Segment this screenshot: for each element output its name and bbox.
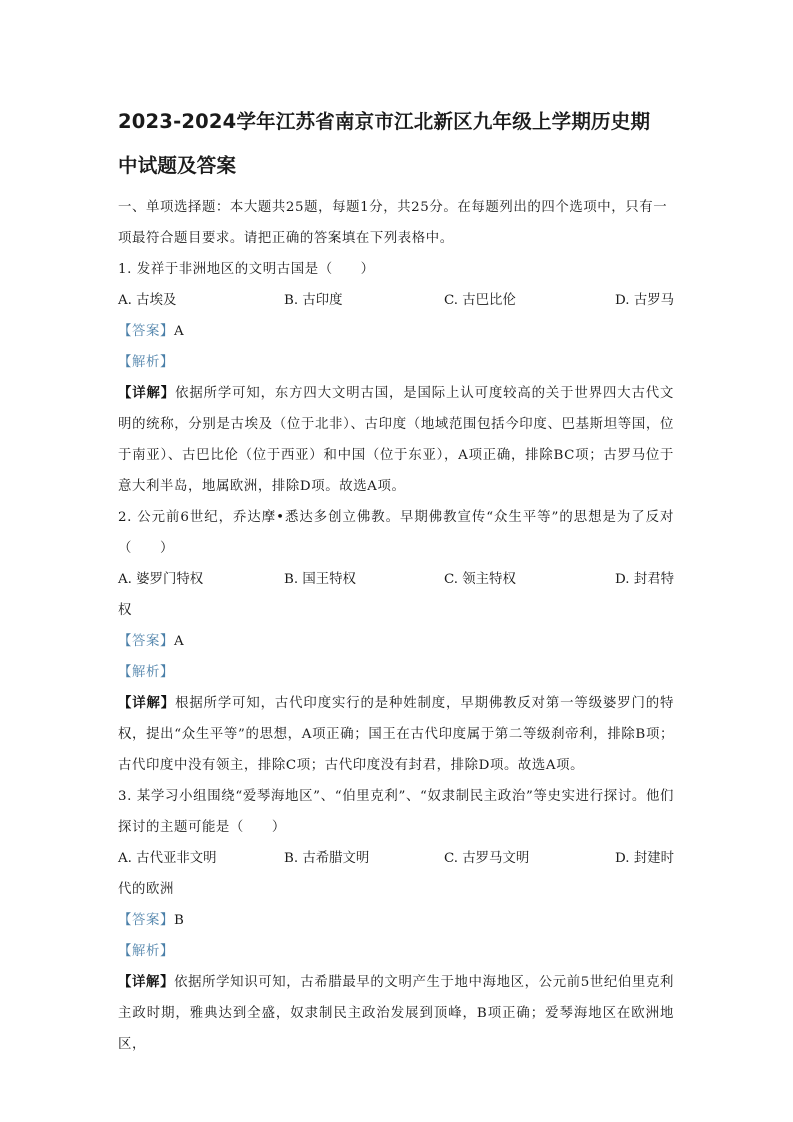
analysis-label: 【解析】: [118, 944, 174, 959]
detail-text: 南亚）、古巴比伦（位于西亚）和中国（位于东亚），A项正确，排除BC项；古罗马位于意: [118, 448, 674, 494]
question-stem: [118, 502, 674, 564]
stem-line: 对（ ）: [118, 510, 674, 556]
detail-text: 的统称，分别是古埃及（位于北非）、古印度（地域范围包括今印度、巴基斯坦等国，位于: [118, 417, 674, 463]
answer-line: [118, 316, 674, 347]
detail-text: 根据所学可知，古代印度实行的是种姓制度，早期佛教反对第一等级婆罗门的特权，: [118, 696, 675, 742]
answer-line: [118, 626, 674, 657]
answer-label: 【答案】: [118, 634, 174, 649]
detail-paragraph: [118, 967, 674, 1060]
detail-text: 主政时期，雅典达到全盛，奴隶制民主政治发展到顶峰，B项正确；爱琴海地区在欧洲地区，: [118, 1006, 674, 1052]
document-page: [118, 100, 674, 1060]
answer-label: 【答案】: [118, 913, 174, 928]
option-row: [118, 564, 674, 595]
detail-label: 【详解】: [118, 974, 175, 990]
analysis-line: [118, 347, 674, 378]
section-instructions: [118, 192, 674, 254]
analysis-label: 【解析】: [118, 665, 174, 680]
answer-line: [118, 905, 674, 936]
option-b: B. 古印度: [284, 293, 343, 308]
option-row: [118, 285, 674, 316]
question-1: [118, 254, 674, 502]
option-d: D. 封建时: [615, 851, 674, 866]
option-a: A. 古埃及: [118, 293, 177, 308]
option-b: B. 古希腊文明: [284, 851, 370, 866]
answer-value: A: [173, 634, 185, 649]
detail-text: 大利半岛，地属欧洲，排除D项。故选A项。: [132, 479, 406, 494]
analysis-label: 【解析】: [118, 355, 174, 370]
detail-label: 【详解】: [118, 695, 176, 711]
instructions-line-2: 项最符合题目要求。请把正确的答案填在下列表格中。: [118, 231, 454, 246]
option-a: A. 古代亚非文明: [118, 851, 217, 866]
document-title: [118, 100, 674, 188]
detail-text: 代印度中没有领主，排除C项；古代印度没有封君，排除D项。故选A项。: [132, 758, 585, 773]
instructions-line-1: 一、单项选择题：本大题共25题，每题1分，共25分。在每题列出的四个选项中，只有一: [118, 200, 668, 215]
detail-text: 依据所学知识可知，古希腊最早的文明产生于地中海地区，公元前5世纪伯里克利: [174, 975, 674, 990]
title-line-2: 中试题及答案: [118, 154, 237, 177]
question-stem: [118, 781, 674, 843]
option-c: C. 领主特权: [444, 572, 516, 587]
detail-text: 依据所学可知，东方四大文明古国，是国际上认可度较高的关于世界四大古代文明: [118, 386, 675, 432]
detail-label: 【详解】: [118, 385, 176, 401]
option-b: B. 国王特权: [284, 572, 356, 587]
option-overflow: 权: [118, 603, 132, 618]
analysis-line: [118, 936, 674, 967]
question-stem: 1. 发祥于非洲地区的文明古国是（ ）: [118, 262, 375, 277]
answer-value: A: [173, 324, 185, 339]
answer-label: 【答案】: [118, 324, 174, 339]
option-a: A. 婆罗门特权: [118, 572, 204, 587]
question-3: [118, 781, 674, 1060]
title-line-1: 2023-2024学年江苏省南京市江北新区九年级上学期历史期: [118, 110, 651, 133]
option-row: [118, 843, 674, 874]
option-c: C. 古罗马文明: [444, 851, 530, 866]
detail-paragraph: [118, 688, 674, 781]
answer-value: B: [173, 913, 185, 928]
option-d: D. 封君特: [615, 572, 674, 587]
question-2: [118, 502, 674, 781]
option-d: D. 古罗马: [615, 293, 674, 308]
stem-line: 3. 某学习小组围绕“爱琴海地区”、“伯里克利”、“奴隶制民主政治”等史实进行探讨。: [118, 789, 646, 804]
analysis-line: [118, 657, 674, 688]
stem-line: 他们探讨的主题可能是（ ）: [118, 789, 675, 835]
detail-text: 提出“众生平等”的思想，A项正确；国王在古代印度属于第二等级刹帝利，排除B项；古: [118, 727, 674, 773]
stem-line: 2. 公元前6世纪，乔达摩•悉达多创立佛教。早期佛教宣传“众生平等”的思想是为了反: [118, 510, 660, 525]
option-overflow: 代的欧洲: [118, 882, 174, 897]
detail-paragraph: [118, 378, 674, 502]
option-c: C. 古巴比伦: [444, 293, 516, 308]
